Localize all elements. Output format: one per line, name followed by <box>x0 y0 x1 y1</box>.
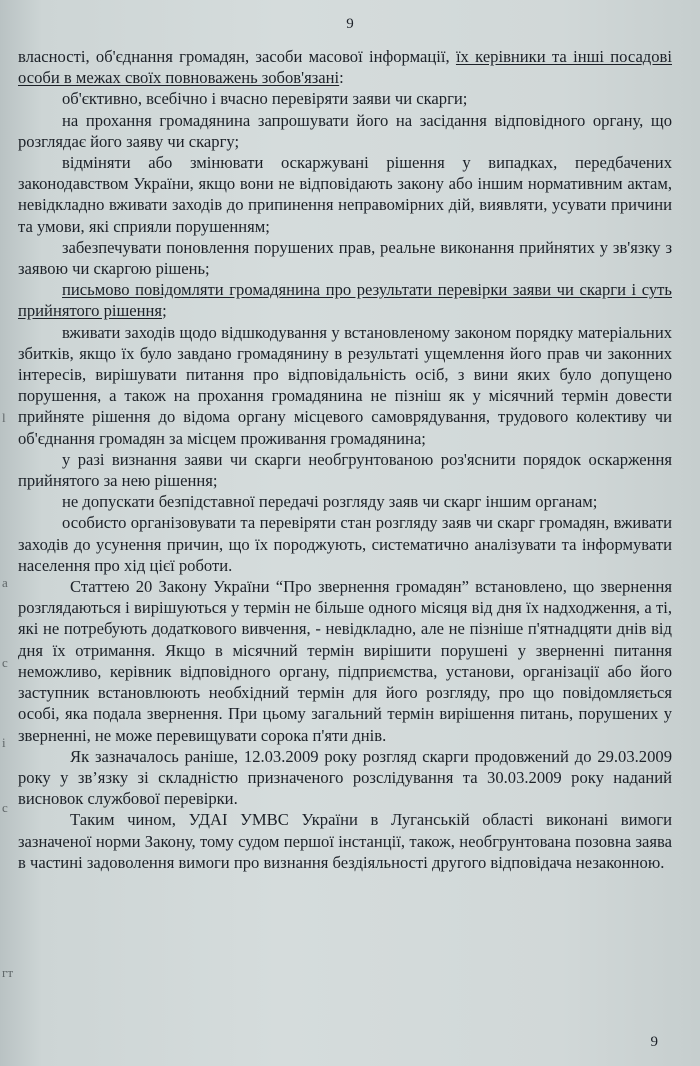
paragraph-text: власності, об'єднання громадян, засоби масової інформації, <box>18 47 456 66</box>
paragraph-p12 <box>18 809 672 873</box>
paragraph-p3 <box>18 152 672 237</box>
page-number-top: 9 <box>346 16 354 32</box>
paragraph-text: відміняти або змінювати оскаржувані рішення у випадках, передбачених законодавством України, якщо вони не відповідають закону або іншим нормативним актам, невідкладно вживати заходів до припинення неправомірних дій, виявляти, усувати причини та умови, які сприяли порушенням; <box>18 153 672 236</box>
page-number-bottom: 9 <box>650 1034 658 1050</box>
margin-mark: i <box>2 735 6 750</box>
paragraph-text: не допускати безпідставної передачі розгляду заяв чи скарг іншим органам; <box>62 492 598 512</box>
margin-mark: гт <box>2 965 14 980</box>
margin-mark: c <box>2 655 8 670</box>
paragraph-text: у разі визнання заяви чи скарги необгрунтованою роз'яснити порядок оскарження прийнятого за нею рішення; <box>18 449 672 491</box>
document-body <box>18 46 672 873</box>
margin-mark: c <box>2 800 8 815</box>
paragraph-text: об'єктивно, всебічно і вчасно перевіряти заяви чи скарги; <box>62 89 468 109</box>
paragraph-text: на прохання громадянина запрошувати його на засідання відповідного органу, що розглядає його заяву чи скаргу; <box>18 110 672 151</box>
paragraph-p11 <box>18 746 672 810</box>
paragraph-p9 <box>18 512 672 576</box>
paragraph-p0 <box>18 46 672 88</box>
paragraph-text: забезпечувати поновлення порушених прав, реальне виконання прийнятих у зв'язку з заявою чи скаргою рішень; <box>18 237 672 279</box>
paragraph-p7 <box>18 449 672 491</box>
underlined-text: письмово повідомляти громадянина про результати перевірки заяви чи скарги і суть прийнятого рішення <box>18 280 672 321</box>
paragraph-p8 <box>18 491 672 512</box>
margin-mark: a <box>2 575 8 590</box>
paragraph-text: Статтею 20 Закону України “Про звернення громадян” встановлено, що звернення розглядаються і вирішуються у термін не більше одного місяця від дня їх надходження, а ті, які не потребують додаткового вивчення, - невідкладно, але не пізніше п'ятнадцяти днів від дня їх отримання. Якщо в місячний термін вирішити порушені у зверненні питання неможливо, керівник відповідного органу, підприємства, установи, організації або його заступник встановлюють необхідний термін для його розгляду, про що повідомляється особі, яка подала звернення. При цьому загальний термін вирішення питань, порушених у зверненні, не може перевищувати сорока п'яти днів. <box>18 577 672 745</box>
paragraph-p2 <box>18 110 672 152</box>
paragraph-text: ; <box>162 301 167 321</box>
paragraph-p6 <box>18 322 672 449</box>
paragraph-p10 <box>18 576 672 746</box>
paragraph-text: особисто організовувати та перевіряти стан розгляду заяв чи скарг громадян, вживати заходів до усунення причин, що їх породжують, систематично аналізувати та інформувати населення про хід цієї роботи. <box>18 513 672 575</box>
paragraph-text: Таким чином, УДАІ УМВС України в Луганській області виконані вимоги зазначеної норми Закону, тому судом першої інстанції, також, необгрунтована позовна заява в частині задоволення вимоги про визнання бездіяльності другого відповідача незаконною. <box>18 810 672 872</box>
underlined-text: їх керівники та інші посадові особи в межах своїх повноважень зобов'язані <box>18 47 672 88</box>
paragraph-text: Як зазначалось раніше, 12.03.2009 року розгляд скарги продовжений до 29.03.2009 року у зв’язку зі складністю призначеного розслідування та 30.03.2009 року наданий висновок службової перевірки. <box>18 746 672 809</box>
paragraph-text: : <box>339 68 344 88</box>
margin-mark: l <box>2 410 6 425</box>
paragraph-p4 <box>18 237 672 279</box>
paragraph-p5 <box>18 279 672 321</box>
paragraph-p1 <box>18 88 672 109</box>
paragraph-text: вживати заходів щодо відшкодування у встановленому законом порядку матеріальних збитків, якщо їх було завдано громадянину в результаті ущемлення його прав чи законних інтересів, вирішувати питання про відповідальність осіб, з вини яких було допущено порушення, а також на прохання громадянина не пізніш як у місячний термін довести прийняте рішення до відома органу місцевого самоврядування, трудового колективу чи об'єднання громадян за місцем проживання громадянина; <box>18 322 672 448</box>
